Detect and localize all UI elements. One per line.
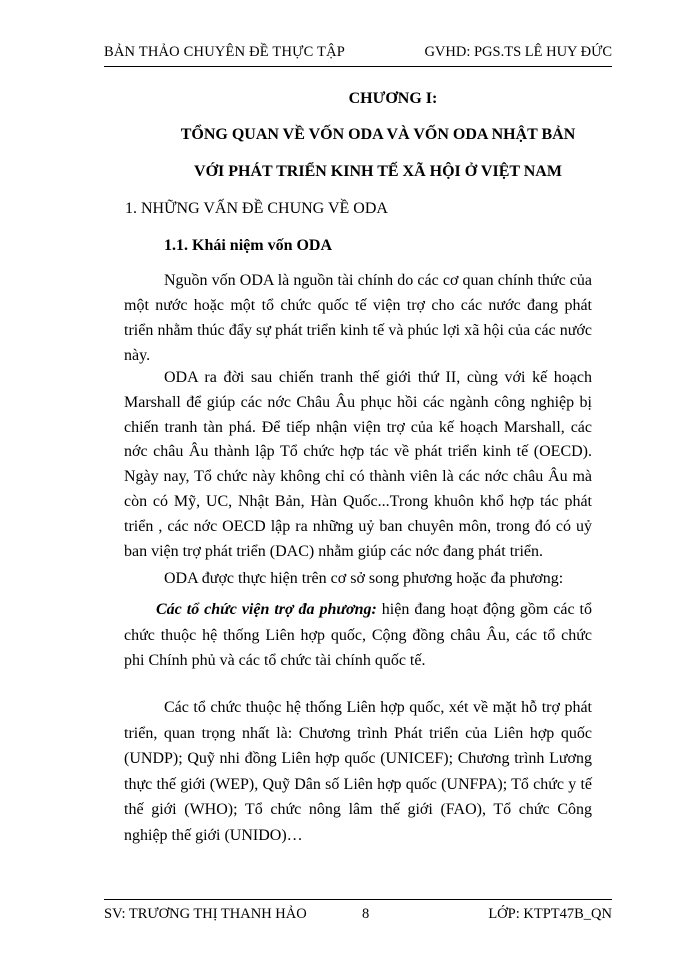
multilateral-lead: Các tổ chức viện trợ đa phương:	[156, 601, 377, 618]
chapter-title-line-2: VỚI PHÁT TRIỂN KINH TẾ XÃ HỘI Ở VIỆT NAM	[194, 163, 562, 180]
footer-page-number: 8	[362, 906, 370, 922]
subsection-heading: 1.1. Khái niệm vốn ODA	[164, 237, 333, 254]
footer-student: SV: TRƯƠNG THỊ THANH HẢO	[104, 906, 307, 922]
paragraph-oda-definition: Nguồn vốn ODA là nguồn tài chính do các cơ quan chính thức của một nước hoặc một tổ chức quốc tế viện trợ cho các nước đang phát triển nhằm thúc đẩy sự phát triển kinh tế và phúc lợi xã hội của các nước này.	[124, 272, 592, 364]
page-footer	[104, 899, 612, 928]
header-title: BẢN THẢO CHUYÊN ĐỀ THỰC TẬP	[104, 44, 346, 60]
chapter-label: CHƯƠNG I:	[348, 90, 438, 107]
page-header	[104, 40, 612, 67]
paragraph-un-organizations: Các tổ chức thuộc hệ thống Liên hợp quốc, xét về mặt hỗ trợ phát triển, quan trọng nhất là: Chương trình Phát triển của Liên hợp quốc (UNDP); Quỹ nhi đồng Liên hợp quốc (UNICEF); Chương trình Lương thực thế giới (WEP), Quỹ Dân số Liên hợp quốc (UNFPA); Tổ chức y tế thế giới (WHO); Tổ chức nông lâm thế giới (FAO), Tổ chức Công nghiệp thế giới (UNIDO)…	[124, 699, 592, 844]
header-advisor: GVHD: PGS.TS LÊ HUY ĐỨC	[424, 44, 612, 60]
paragraph-oda-modes: ODA được thực hiện trên cơ sở song phương hoặc đa phương:	[164, 570, 564, 587]
paragraph-multilateral	[124, 597, 592, 674]
multilateral-text: hiện đang hoạt động gồm các tổ chức thuộc hệ thống Liên hợp quốc, Cộng đồng châu Âu, các tổ chức phi Chính phủ và các tổ chức tài chính quốc tế.	[124, 601, 592, 669]
section-heading: 1. NHỮNG VẤN ĐỀ CHUNG VỀ ODA	[125, 200, 388, 217]
footer-class: LỚP: KTPT47B_QN	[488, 906, 612, 922]
chapter-title-line-1: TỔNG QUAN VỀ VỐN ODA VÀ VỐN ODA NHẬT BẢN	[180, 126, 576, 143]
paragraph-oda-history: ODA ra đời sau chiến tranh thế giới thứ II, cùng với kế hoạch Marshall để giúp các nớc Châu Âu phục hồi các ngành công nghiệp bị chiến tranh tàn phá. Để tiếp nhận viện trợ của kế hoạch Marshall, các nớc châu Âu thành lập Tổ chức hợp tác về phát triển kinh tế (OECD). Ngày nay, Tổ chức này không chỉ có thành viên là các nớc châu Âu mà còn có Mỹ, UC, Nhật Bản, Hàn Quốc...Trong khuôn khổ hợp tác phát triển , các nớc OECD lập ra những uỷ ban chuyên môn, trong đó có uỷ ban viện trợ phát triển (DAC) nhằm giúp các nớc đang phát triển.	[124, 369, 592, 560]
